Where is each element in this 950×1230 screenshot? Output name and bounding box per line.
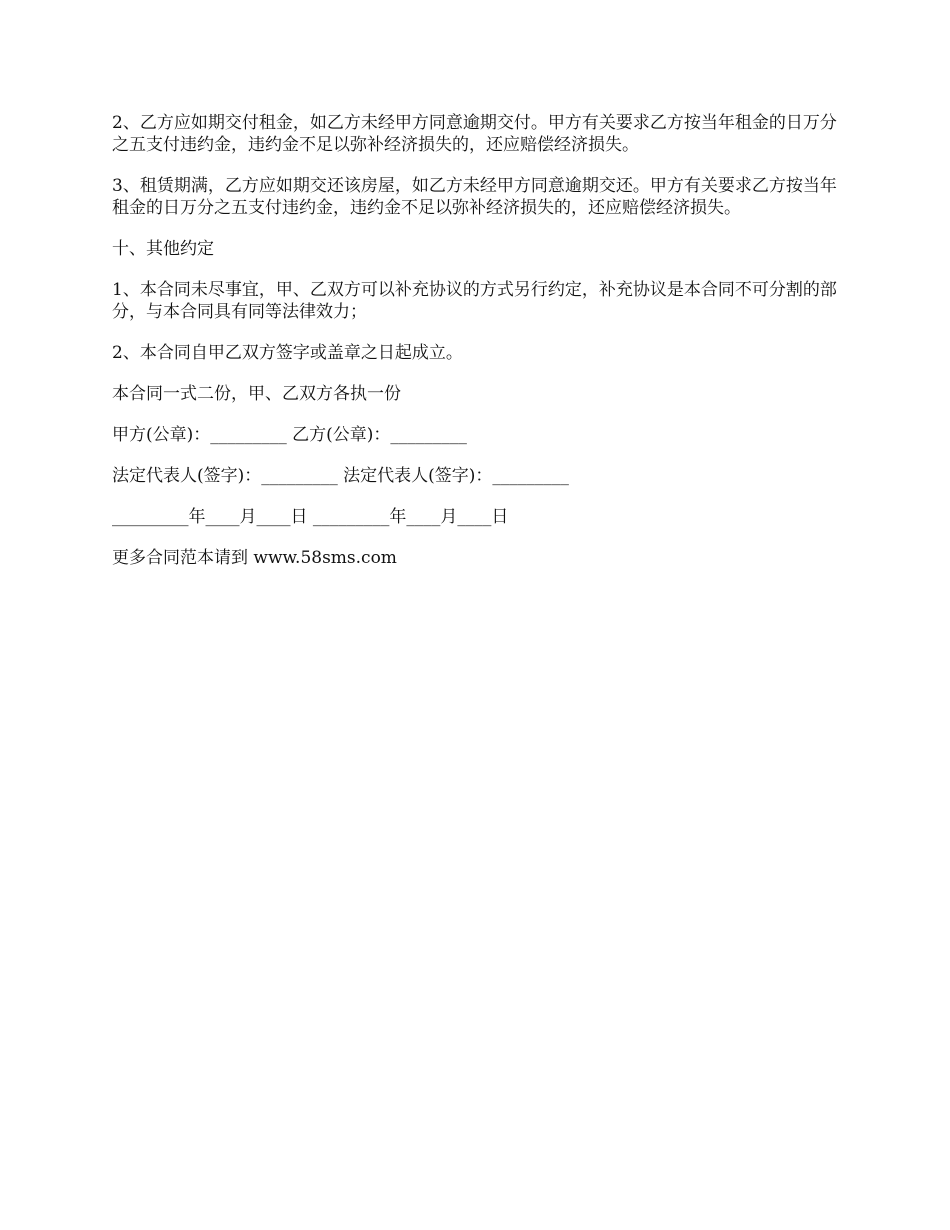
clause-2-rent-payment: 2、乙方应如期交付租金，如乙方未经甲方同意逾期交付。甲方有关要求乙方按当年租金的日万分之五支付违约金，违约金不足以弥补经济损失的，还应赔偿经济损失。: [112, 113, 837, 155]
copies-statement: 本合同一式二份，甲、乙双方各执一份: [112, 384, 401, 404]
section-heading-other-agreements: 十、其他约定: [112, 239, 214, 259]
footer-more-templates: 更多合同范本请到 www.58sms.com: [112, 548, 397, 568]
document-page: [112, 112, 842, 588]
clause-2-effective: 2、本合同自甲乙双方签字或盖章之日起成立。: [112, 343, 463, 363]
date-line: _________年____月____日 _________年____月____日: [112, 507, 509, 527]
party-seal-line: 甲方(公章)：_________ 乙方(公章)：_________: [112, 425, 467, 445]
clause-1-supplementary: 1、本合同未尽事宜，甲、乙双方可以补充协议的方式另行约定，补充协议是本合同不可分割的部分，与本合同具有同等法律效力；: [112, 280, 837, 322]
legal-rep-signature-line: 法定代表人(签字)：_________ 法定代表人(签字)：_________: [112, 466, 569, 486]
clause-3-lease-expiry: 3、租赁期满，乙方应如期交还该房屋，如乙方未经甲方同意逾期交还。甲方有关要求乙方按当年租金的日万分之五支付违约金，违约金不足以弥补经济损失的，还应赔偿经济损失。: [112, 176, 837, 218]
